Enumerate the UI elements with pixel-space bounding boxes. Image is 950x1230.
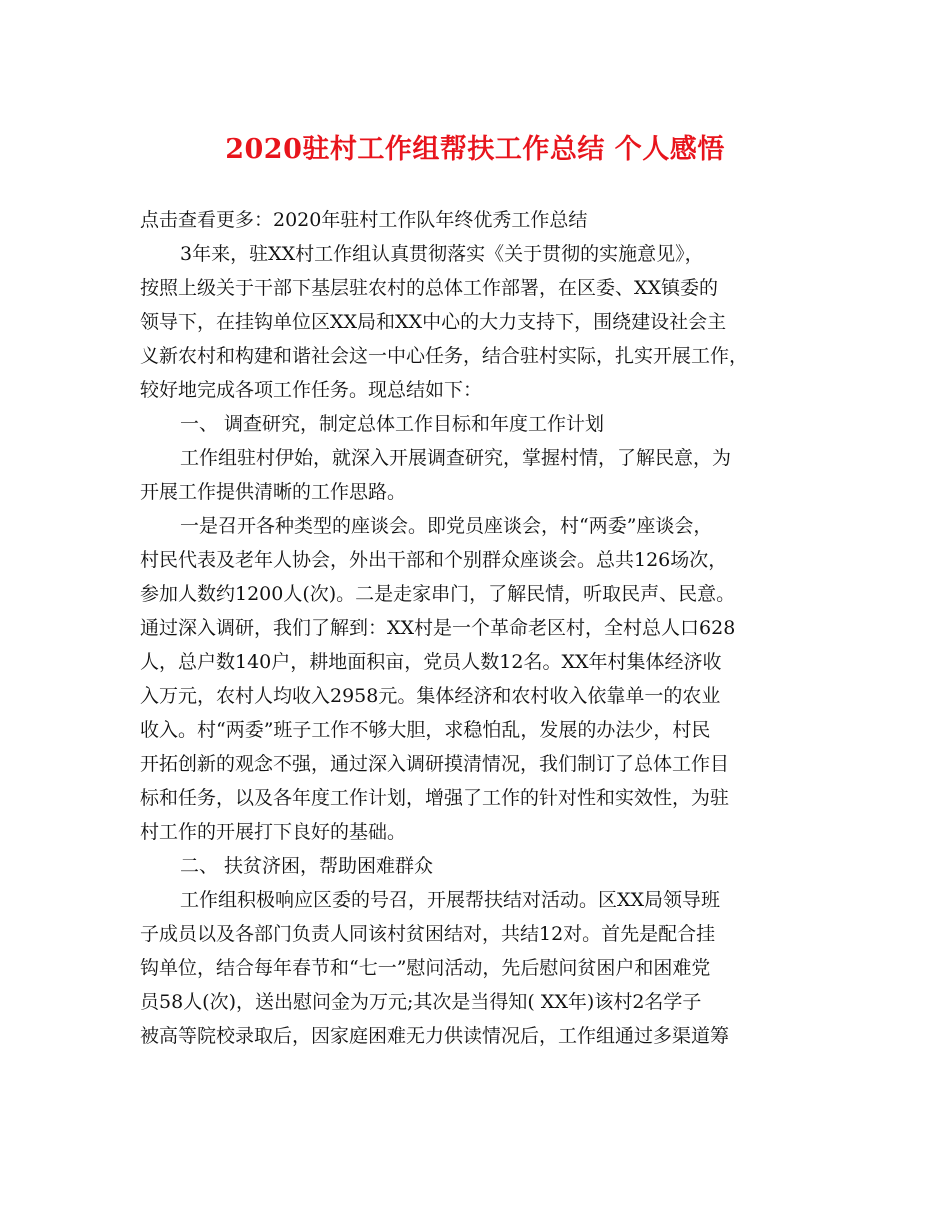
text-line: 人，总户数140户，耕地面积亩，党员人数12名。XX年村集体经济收	[140, 651, 722, 673]
text-line: 通过深入调研，我们了解到：XX村是一个革命老区村，全村总人口628	[140, 617, 736, 639]
text-line: 收入。村“两委”班子工作不够大胆，求稳怕乱，发展的办法少，村民	[140, 719, 711, 741]
text-line: 二、 扶贫济困，帮助困难群众	[180, 855, 434, 877]
text-line: 工作组驻村伊始，就深入开展调查研究，掌握村情，了解民意，为	[180, 447, 732, 469]
text-line: 村民代表及老年人协会，外出干部和个别群众座谈会。总共126场次，	[140, 549, 728, 571]
text-line: 子成员以及各部门负责人同该村贫困结对，共结12对。首先是配合挂	[140, 923, 716, 945]
text-line: 3年来，驻XX村工作组认真贯彻落实《关于贯彻的实施意见》，	[180, 243, 704, 265]
text-line: 被高等院校录取后，因家庭困难无力供读情况后，工作组通过多渠道筹	[140, 1025, 730, 1047]
text-line: 领导下，在挂钩单位区XX局和XX中心的大力支持下，围绕建设社会主	[140, 311, 727, 333]
document-title: 2020驻村工作组帮扶工作总结 个人感悟	[225, 134, 725, 165]
text-line: 开拓创新的观念不强，通过深入调研摸清情况，我们制订了总体工作目	[140, 753, 730, 775]
text-line: 标和任务，以及各年度工作计划，增强了工作的针对性和实效性，为驻	[140, 787, 730, 809]
text-line: 工作组积极响应区委的号召，开展帮扶结对活动。区XX局领导班	[180, 889, 721, 911]
text-line: 员58人(次)，送出慰问金为万元;其次是当得知( XX年)该村2名学子	[140, 991, 702, 1013]
text-line: 入万元，农村人均收入2958元。集体经济和农村收入依靠单一的农业	[140, 685, 721, 707]
text-line: 一是召开各种类型的座谈会。即党员座谈会，村“两委”座谈会，	[180, 515, 713, 537]
text-line: 一、 调查研究，制定总体工作目标和年度工作计划	[180, 413, 605, 435]
text-line: 村工作的开展打下良好的基础。	[140, 821, 407, 843]
text-line: 较好地完成各项工作任务。现总结如下：	[140, 379, 483, 401]
text-line: 义新农村和构建和谐社会这一中心任务，结合驻村实际，扎实开展工作，	[140, 345, 749, 367]
document-body	[140, 203, 830, 1053]
text-line: 钩单位，结合每年春节和“七一”慰问活动，先后慰问贫困户和困难党	[140, 957, 711, 979]
text-line: 按照上级关于干部下基层驻农村的总体工作部署，在区委、XX镇委的	[140, 277, 719, 299]
text-line: 开展工作提供清晰的工作思路。	[140, 481, 407, 503]
text-line: 点击查看更多：2020年驻村工作队年终优秀工作总结	[140, 209, 588, 231]
text-line: 参加人数约1200人(次)。二是走家串门，了解民情，听取民声、民意。	[140, 583, 736, 605]
